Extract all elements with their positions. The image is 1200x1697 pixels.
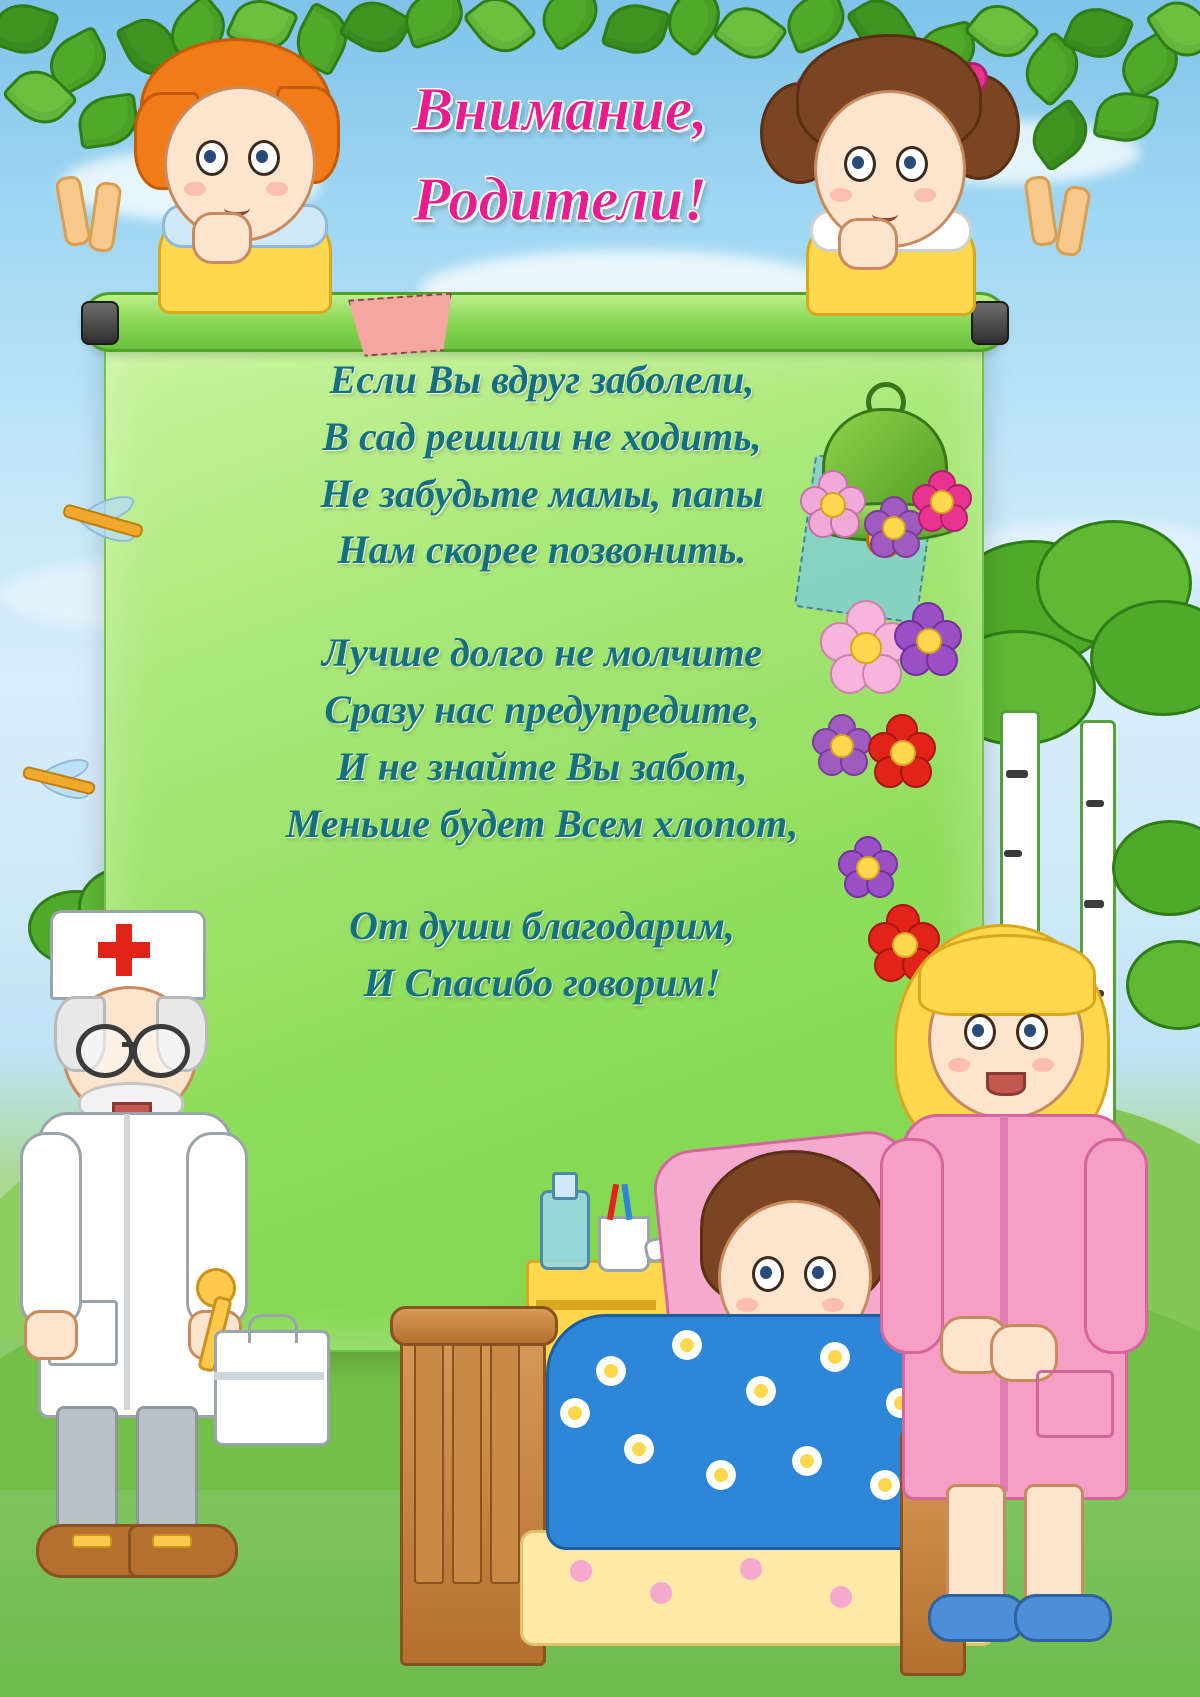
poem-stanza-2 bbox=[104, 625, 980, 852]
elderly-doctor-illustration bbox=[20, 900, 320, 1600]
mother-in-pink-robe-illustration bbox=[880, 900, 1180, 1690]
poem-line: Если Вы вдруг заболели, bbox=[329, 357, 755, 402]
medicine-bottle-icon bbox=[540, 1190, 590, 1270]
daisy-pattern bbox=[596, 1356, 626, 1386]
daisy-pattern bbox=[792, 1446, 822, 1476]
poem-line: Меньше будет Всем хлопот, bbox=[285, 800, 799, 846]
poem-line: В сад решили не ходить, bbox=[322, 413, 762, 459]
daisy-pattern bbox=[560, 1398, 590, 1428]
poem-line: И не знайте Вы забот, bbox=[336, 743, 748, 789]
medical-case-icon bbox=[214, 1330, 330, 1446]
daisy-pattern bbox=[820, 1342, 850, 1372]
title-line-1: Внимание, bbox=[412, 76, 708, 144]
cup-icon bbox=[598, 1216, 650, 1272]
poem-line: От души благодарим, bbox=[349, 903, 735, 949]
title-line-2: Родители! bbox=[412, 165, 708, 234]
daisy-pattern bbox=[746, 1376, 776, 1406]
bell-icon bbox=[800, 390, 970, 570]
poem-line: Лучше долго не молчите bbox=[321, 630, 763, 676]
daisy-pattern bbox=[624, 1434, 654, 1464]
seed-pod-icon bbox=[87, 181, 122, 254]
page-title bbox=[300, 66, 820, 246]
poem-line: Нам скорее позвонить. bbox=[337, 527, 747, 573]
seed-pod-icon bbox=[54, 174, 92, 247]
seed-pod-icon bbox=[1023, 175, 1058, 248]
poem-line: Не забудьте мамы, папы bbox=[320, 470, 764, 516]
rod-cap-left bbox=[81, 301, 119, 345]
heart-patch-decor bbox=[348, 292, 456, 357]
daisy-pattern bbox=[706, 1460, 736, 1490]
seed-pod-icon bbox=[1054, 184, 1092, 257]
daisy-pattern bbox=[672, 1330, 702, 1360]
red-cross-icon bbox=[98, 942, 150, 958]
poem-line: Сразу нас предупредите, bbox=[324, 686, 760, 732]
poem-line: И Спасибо говорим! bbox=[363, 960, 721, 1006]
